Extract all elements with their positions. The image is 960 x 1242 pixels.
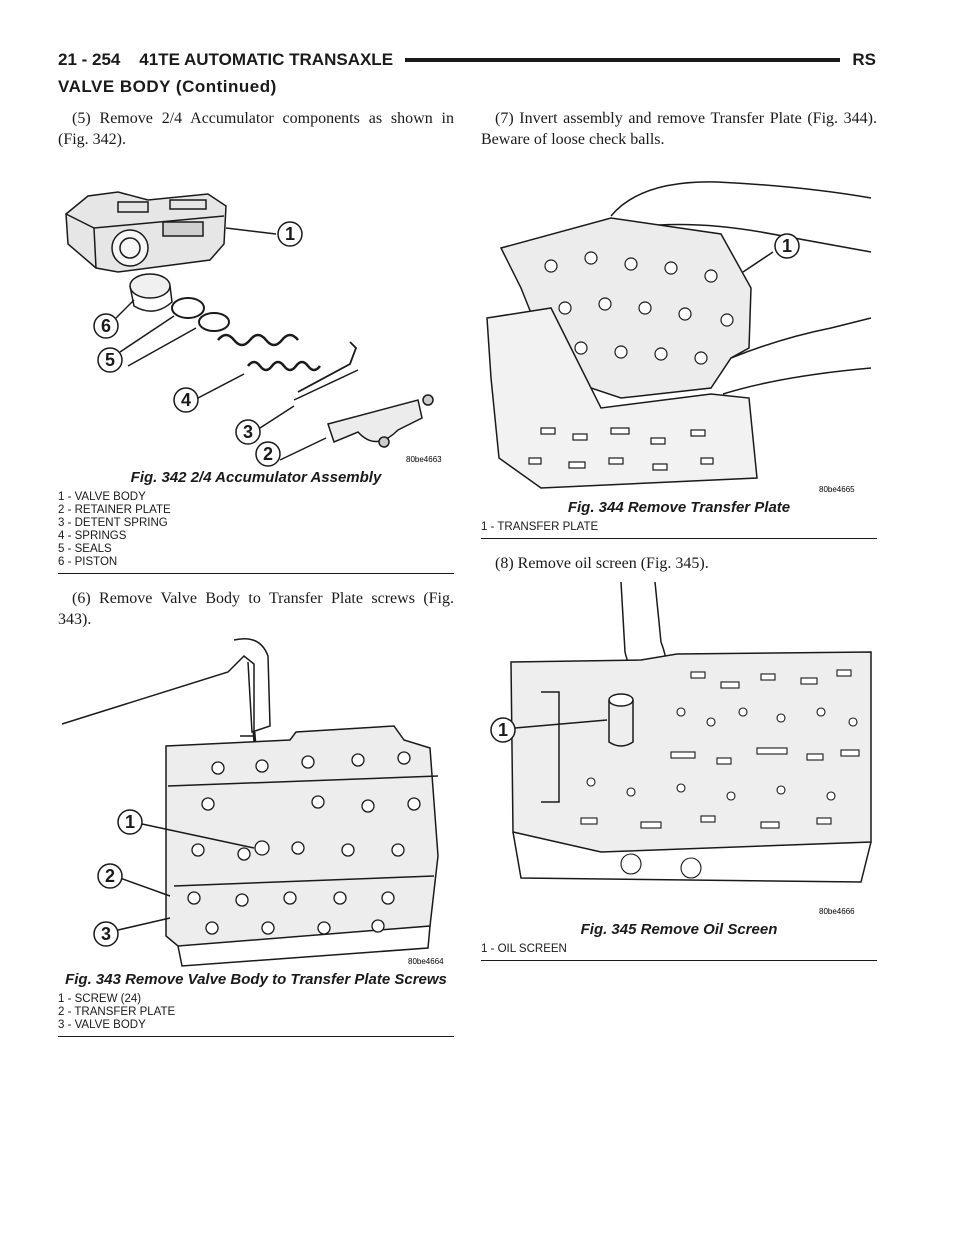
figure-rule xyxy=(58,573,454,574)
figure-342-caption: Fig. 342 2/4 Accumulator Assembly xyxy=(130,469,382,486)
callout-6: 6 xyxy=(100,316,112,336)
legend-item: 2 - TRANSFER PLATE xyxy=(58,1006,176,1018)
figure-343-caption: Fig. 343 Remove Valve Body to Transfer Plate Screws xyxy=(65,971,447,988)
page-header xyxy=(58,46,876,74)
callout-5: 5 xyxy=(104,350,116,370)
section-title: VALVE BODY (Continued) xyxy=(58,77,277,96)
step-5-text: (5) Remove 2/4 Accumulator components as shown in (Fig. 342). xyxy=(58,110,454,148)
accumulator-illustration xyxy=(58,156,454,468)
legend-item: 4 - SPRINGS xyxy=(58,530,127,542)
header-rule xyxy=(405,58,840,62)
figure-343 xyxy=(58,636,454,1037)
figure-344-legend xyxy=(481,521,877,534)
legend-item: 1 - SCREW (24) xyxy=(58,993,142,1005)
callout-1: 1 xyxy=(497,720,509,740)
page-number-title: 21 - 254 41TE AUTOMATIC TRANSAXLE xyxy=(58,50,394,69)
legend-item: 3 - DETENT SPRING xyxy=(58,517,168,529)
figure-342-legend xyxy=(58,491,454,569)
figure-345-caption: Fig. 345 Remove Oil Screen xyxy=(580,921,778,938)
figure-342 xyxy=(58,156,454,574)
legend-item: 1 - VALVE BODY xyxy=(58,491,146,503)
callout-3: 3 xyxy=(242,422,254,442)
callout-1: 1 xyxy=(124,812,136,832)
figure-344-caption: Fig. 344 Remove Transfer Plate xyxy=(567,499,791,516)
figure-code: 80be4666 xyxy=(819,907,855,916)
callout-4: 4 xyxy=(180,390,192,410)
right-column xyxy=(481,108,877,961)
transfer-plate-screws-illustration xyxy=(58,636,454,970)
callout-1: 1 xyxy=(781,236,793,256)
figure-rule xyxy=(58,1036,454,1037)
legend-item: 6 - PISTON xyxy=(58,556,118,568)
step-6-text: (6) Remove Valve Body to Transfer Plate screws (Fig. 343). xyxy=(58,590,454,628)
step-7-text: (7) Invert assembly and remove Transfer Plate (Fig. 344). Beware of loose check balls. xyxy=(481,110,877,148)
figure-345-legend xyxy=(481,943,877,956)
callout-2: 2 xyxy=(104,866,116,886)
manual-code: RS xyxy=(852,50,876,69)
callout-1: 1 xyxy=(284,224,296,244)
callout-2: 2 xyxy=(262,444,274,464)
figure-code: 80be4663 xyxy=(406,455,442,464)
step-8-text: (8) Remove oil screen (Fig. 345). xyxy=(495,555,709,572)
transfer-plate-removal-illustration xyxy=(481,158,877,498)
callout-3: 3 xyxy=(100,924,112,944)
figure-rule xyxy=(481,538,877,539)
legend-item: 1 - TRANSFER PLATE xyxy=(481,521,599,533)
figure-code: 80be4664 xyxy=(408,957,444,966)
legend-item: 3 - VALVE BODY xyxy=(58,1019,146,1031)
legend-item: 5 - SEALS xyxy=(58,543,112,555)
figure-code: 80be4665 xyxy=(819,485,855,494)
figure-344 xyxy=(481,158,877,539)
figure-rule xyxy=(481,960,877,961)
oil-screen-removal-illustration xyxy=(481,582,877,920)
legend-item: 2 - RETAINER PLATE xyxy=(58,504,171,516)
legend-item: 1 - OIL SCREEN xyxy=(481,943,567,955)
figure-345 xyxy=(481,582,877,961)
figure-343-legend xyxy=(58,993,454,1032)
left-column xyxy=(58,108,454,1037)
